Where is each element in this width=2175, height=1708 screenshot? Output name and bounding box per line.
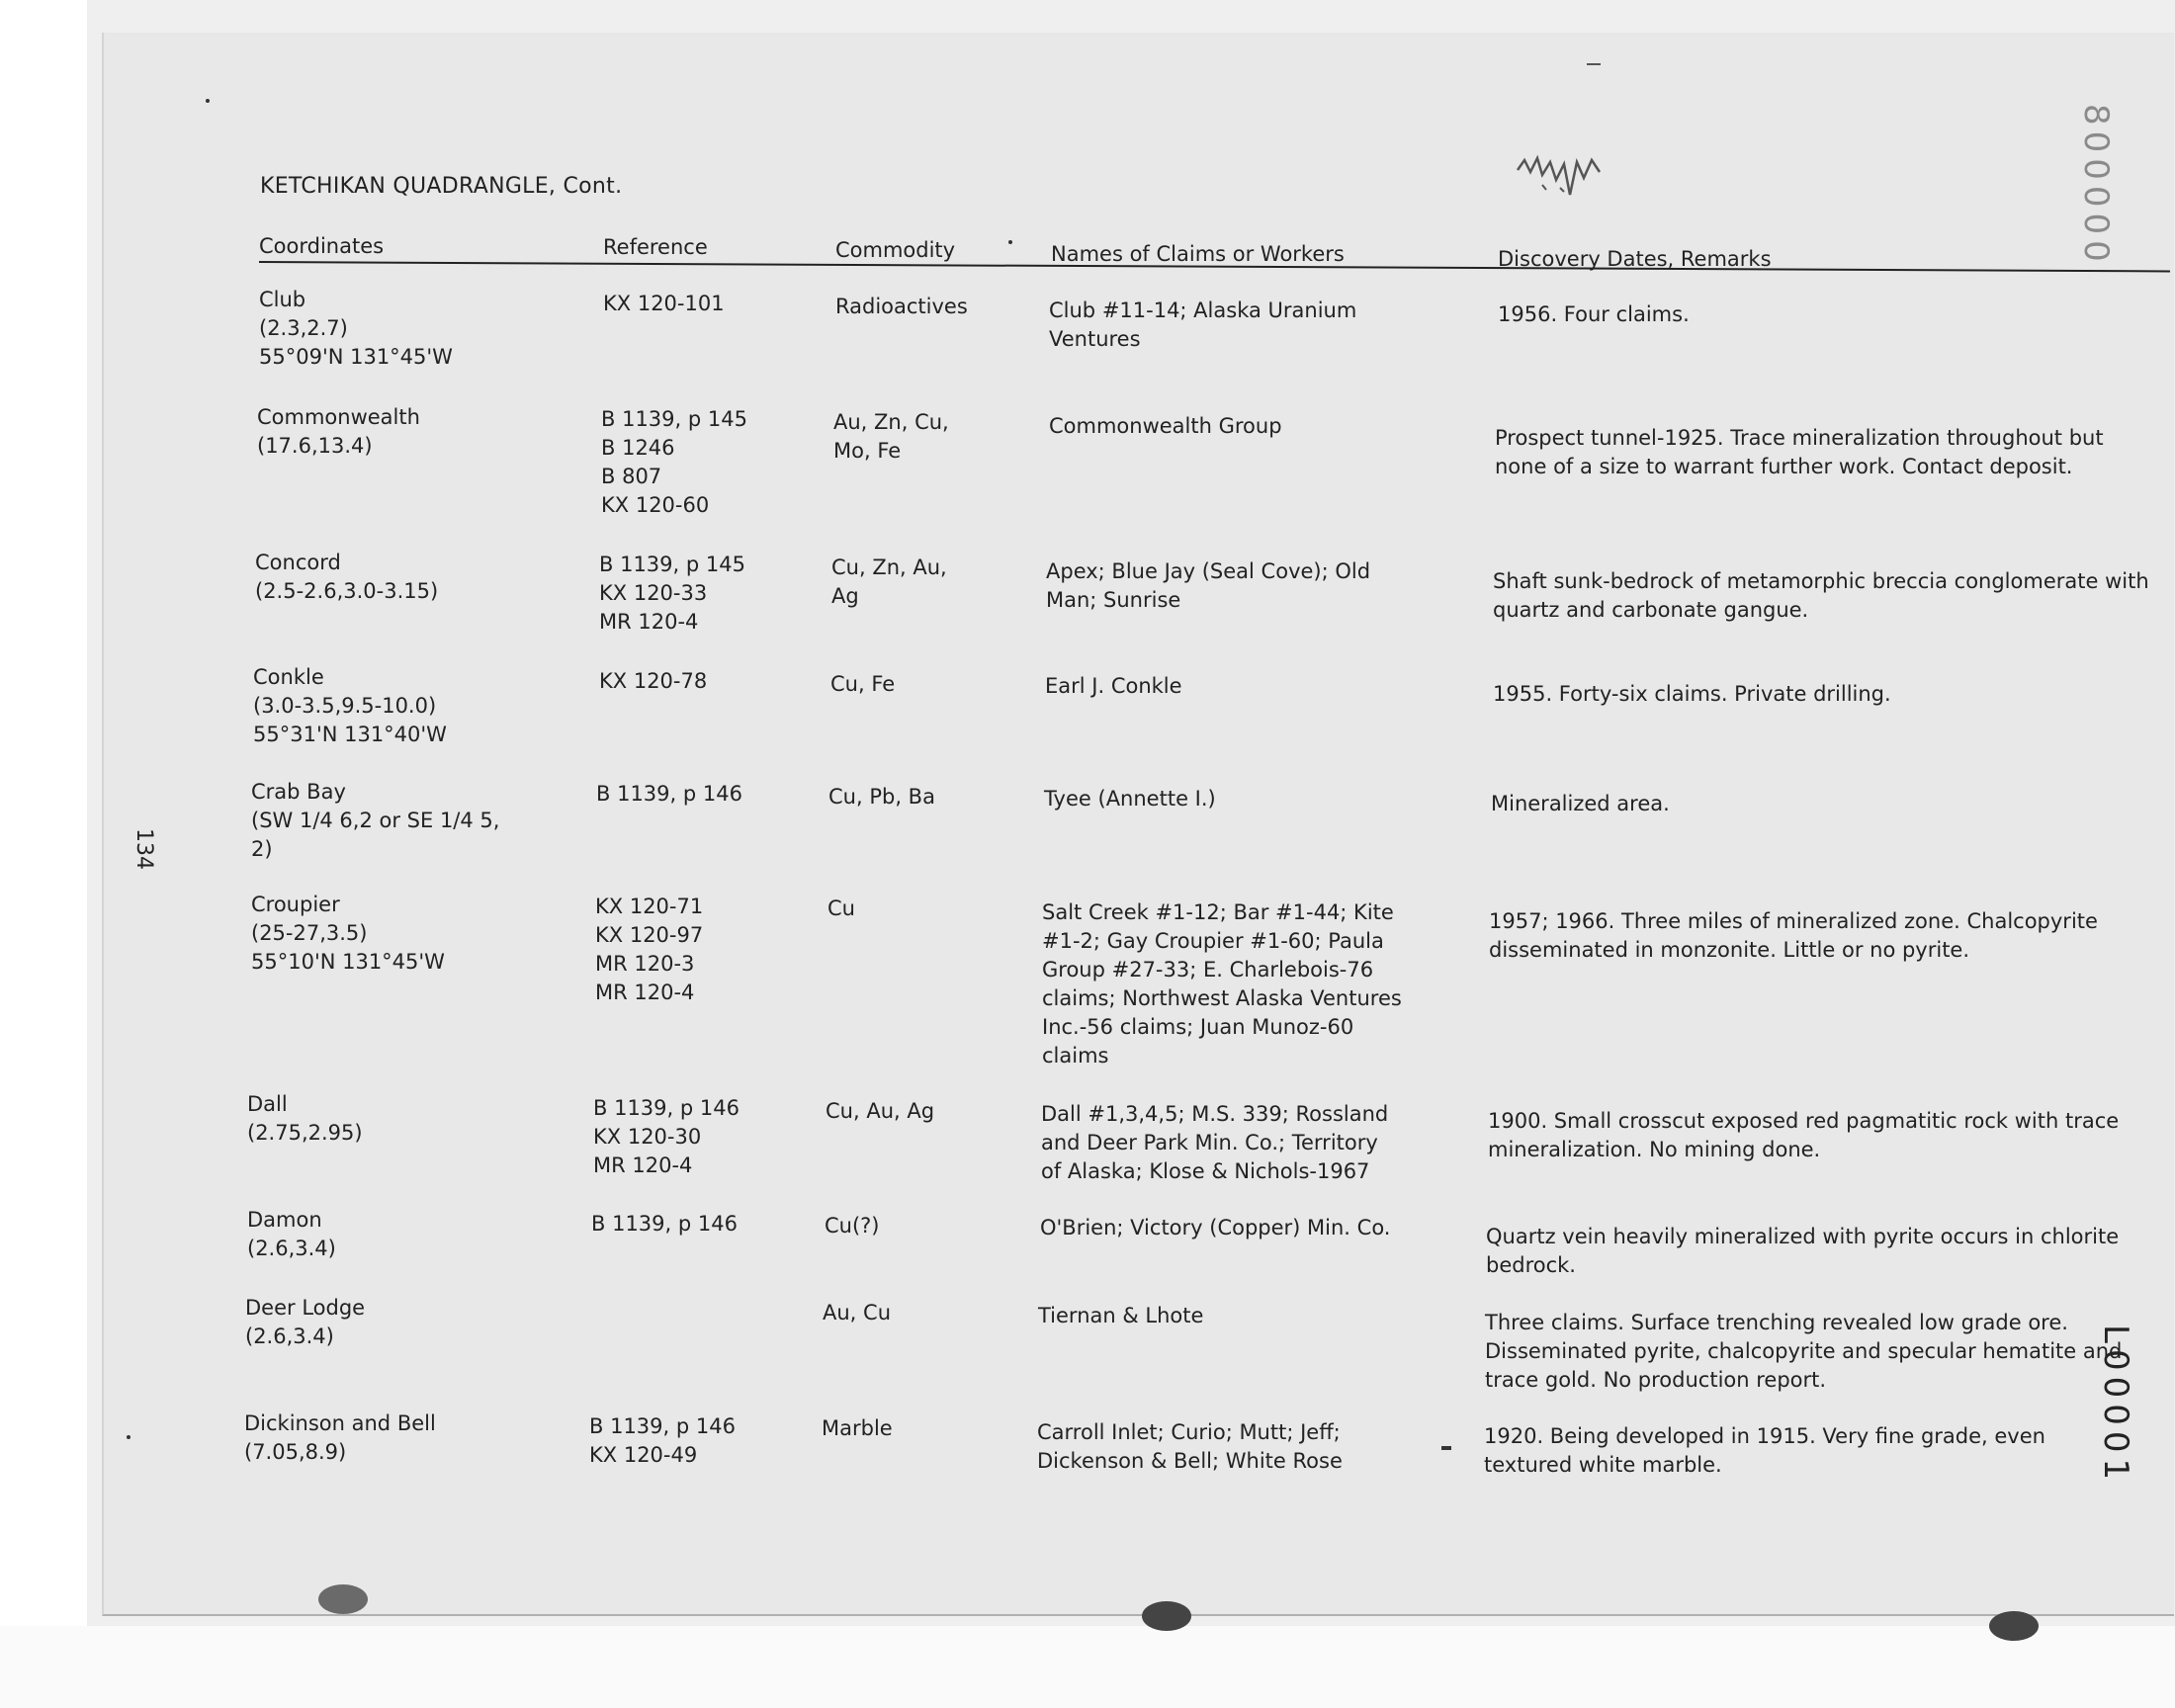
column-header-reference: Reference [603,235,708,259]
cell-coordinates: Commonwealth (17.6,13.4) [257,405,420,458]
cell-coordinates: Deer Lodge (2.6,3.4) [245,1296,366,1348]
scan-speck [206,99,210,103]
cell-remarks: 1956. Four claims. [1498,302,1690,326]
cell-commodity: Cu, Au, Ag [826,1099,935,1123]
cell-commodity: Au, Zn, Cu, Mo, Fe [833,410,949,463]
frame-code-top: 800000 [2076,104,2116,268]
cell-reference: B 1139, p 146 KX 120-49 [589,1414,736,1467]
cell-coordinates: Club (2.3,2.7) 55°09'N 131°45'W [259,288,453,369]
punch-hole-left [318,1584,368,1614]
cell-remarks: Shaft sunk-bedrock of metamorphic breccia conglomerate with quartz and carbonate gangue. [1493,569,2149,622]
cell-reference: B 1139, p 145 KX 120-33 MR 120-4 [599,553,745,634]
scan-margin [0,0,87,1708]
cell-reference: B 1139, p 146 [596,782,742,806]
cell-commodity: Cu, Pb, Ba [828,785,935,809]
cell-names: Carroll Inlet; Curio; Mutt; Jeff; Dickenson & Bell; White Rose [1037,1420,1343,1473]
cell-coordinates: Croupier (25-27,3.5) 55°10'N 131°45'W [251,893,445,974]
cell-remarks: 1957; 1966. Three miles of mineralized zone. Chalcopyrite disseminated in monzonite. Little or no pyrite. [1489,909,2098,962]
cell-commodity: Cu(?) [825,1214,880,1238]
cell-names: Tyee (Annette I.) [1044,787,1216,811]
pen-scribble [1513,150,1621,205]
cell-remarks: Mineralized area. [1491,792,1670,815]
cell-reference: KX 120-78 [599,669,708,693]
cell-reference: B 1139, p 145 B 1246 B 807 KX 120-60 [601,407,747,517]
cell-names: Earl J. Conkle [1045,674,1182,698]
scan-speck [1441,1446,1451,1450]
cell-coordinates: Damon (2.6,3.4) [247,1208,336,1260]
punch-hole-right [1989,1611,2039,1641]
scan-speck [1008,240,1012,244]
column-header-commodity: Commodity [835,238,956,262]
cell-commodity: Radioactives [835,295,968,318]
cell-remarks: 1955. Forty-six claims. Private drilling. [1493,682,1891,706]
cell-remarks: Prospect tunnel-1925. Trace mineralization throughout but none of a size to warrant further work. Contact deposit. [1495,426,2104,478]
cell-coordinates: Conkle (3.0-3.5,9.5-10.0) 55°31'N 131°40'W [253,665,447,746]
cell-commodity: Cu, Fe [830,672,896,696]
cell-commodity: Au, Cu [823,1301,891,1324]
cell-coordinates: Crab Bay (SW 1/4 6,2 or SE 1/4 5, 2) [251,780,500,861]
frame-code-bottom: L00001 [2096,1324,2135,1487]
column-header-remarks: Discovery Dates, Remarks [1498,247,1772,271]
cell-names: Tiernan & Lhote [1038,1304,1204,1327]
page-number: 134 [131,828,156,870]
cell-commodity: Cu, Zn, Au, Ag [831,555,947,608]
top-dash [1587,63,1601,65]
page-title: KETCHIKAN QUADRANGLE, Cont. [260,174,623,199]
scan-bottom-margin [0,1626,2175,1708]
cell-remarks: Quartz vein heavily mineralized with pyrite occurs in chlorite bedrock. [1486,1225,2120,1277]
cell-names: O'Brien; Victory (Copper) Min. Co. [1040,1216,1391,1239]
cell-names: Salt Creek #1-12; Bar #1-44; Kite #1-2; Gay Croupier #1-60; Paula Group #27-33; E. Charlebois-76 claims; Northwest Alaska Ventures Inc.-56 claims; Juan Munoz-60 claims [1042,900,1402,1068]
cell-reference: KX 120-71 KX 120-97 MR 120-3 MR 120-4 [595,895,704,1004]
column-header-names: Names of Claims or Workers [1051,242,1345,266]
cell-reference: B 1139, p 146 [591,1212,738,1236]
cell-commodity: Cu [827,897,855,920]
cell-remarks: 1920. Being developed in 1915. Very fine grade, even textured white marble. [1484,1424,2045,1477]
cell-names: Commonwealth Group [1049,414,1282,438]
cell-names: Club #11-14; Alaska Uranium Ventures [1049,299,1357,351]
cell-reference: KX 120-101 [603,292,725,315]
cell-reference: B 1139, p 146 KX 120-30 MR 120-4 [593,1096,740,1177]
cell-names: Apex; Blue Jay (Seal Cove); Old Man; Sunrise [1046,559,1371,612]
cell-remarks: 1900. Small crosscut exposed red pagmatitic rock with trace mineralization. No mining done. [1488,1109,2120,1161]
cell-coordinates: Dickinson and Bell (7.05,8.9) [244,1411,436,1464]
cell-coordinates: Concord (2.5-2.6,3.0-3.15) [255,551,439,603]
scan-speck [127,1435,130,1439]
cell-remarks: Three claims. Surface trenching revealed low grade ore. Disseminated pyrite, chalcopyrite and specular hematite and trace gold. No production report. [1485,1311,2123,1392]
column-header-coordinates: Coordinates [259,234,385,258]
punch-hole-middle [1142,1601,1191,1631]
cell-commodity: Marble [822,1416,893,1440]
cell-names: Dall #1,3,4,5; M.S. 339; Rossland and Deer Park Min. Co.; Territory of Alaska; Klose & Nichols-1967 [1041,1102,1389,1183]
cell-coordinates: Dall (2.75,2.95) [247,1092,363,1145]
